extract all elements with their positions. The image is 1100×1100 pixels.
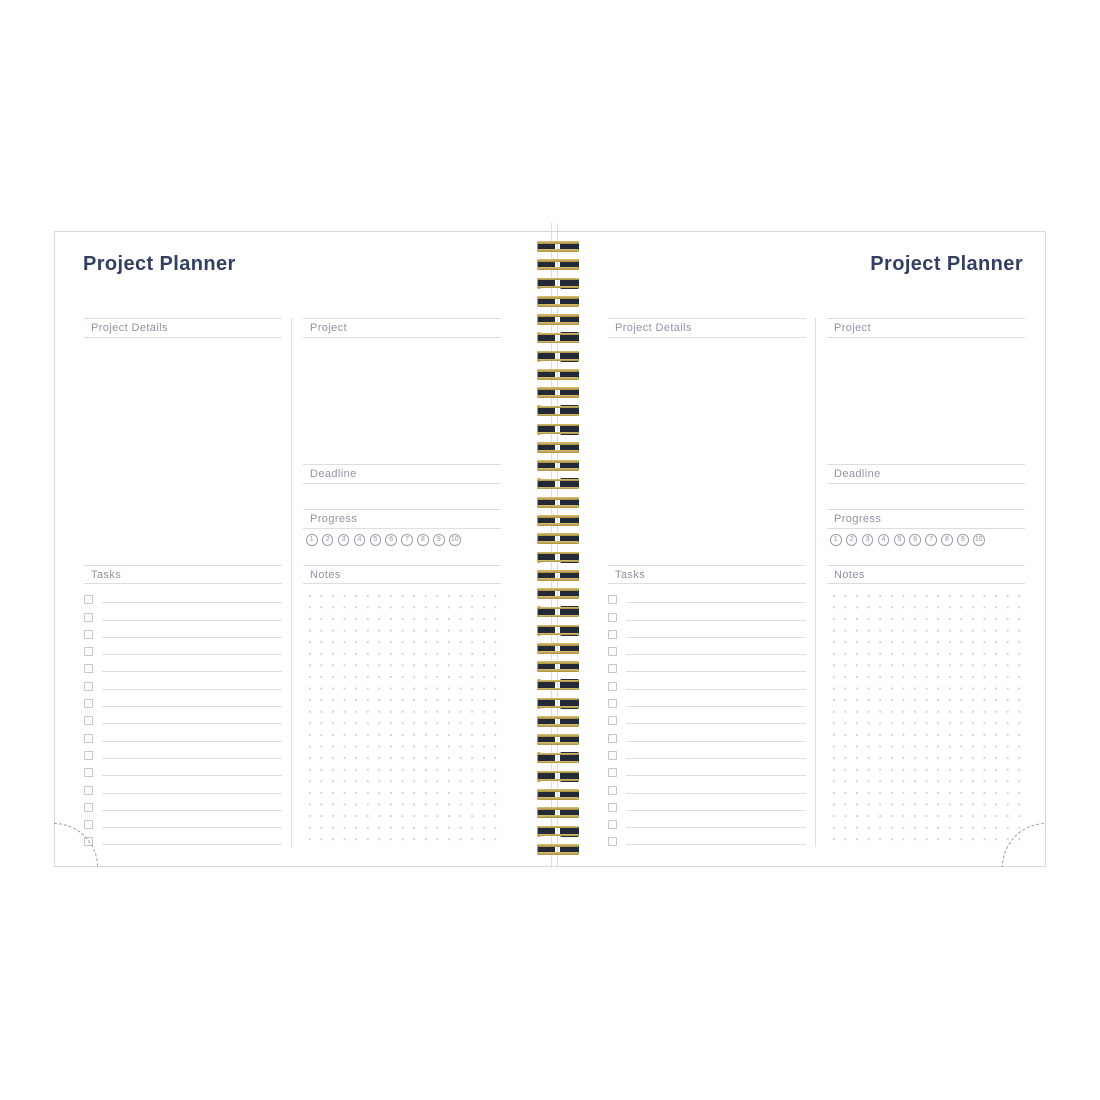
task-checkbox	[608, 768, 617, 777]
binding-wire-icon	[537, 359, 579, 362]
project-details-header	[608, 318, 806, 338]
binding-coil	[536, 770, 580, 783]
binding-wire-icon	[537, 387, 579, 390]
binding-wire-icon	[537, 552, 579, 555]
binding-wire-icon	[537, 286, 579, 289]
planner-spread	[54, 231, 1046, 867]
binding-coil	[536, 240, 580, 253]
binding-wire-icon	[537, 826, 579, 829]
binding-wire-icon	[537, 625, 579, 628]
task-write-line	[626, 827, 806, 828]
task-row	[608, 777, 806, 794]
task-write-line	[626, 671, 806, 672]
binding-coil	[536, 331, 580, 344]
progress-step-circle: 3	[338, 534, 350, 546]
corner-perforation-left	[54, 821, 100, 867]
binding-coil	[536, 423, 580, 436]
task-row	[608, 639, 806, 656]
binding-coil	[536, 678, 580, 691]
progress-header	[827, 509, 1025, 529]
binding-wire-icon	[537, 304, 579, 307]
section-label-project-details: Project Details	[615, 322, 692, 334]
binding-coil	[536, 587, 580, 600]
tasks-header	[608, 565, 806, 584]
task-row	[608, 691, 806, 708]
task-row	[608, 656, 806, 673]
progress-step-circle: 6	[909, 534, 921, 546]
binding-coil	[536, 532, 580, 545]
binding-wire-icon	[537, 734, 579, 737]
task-row	[608, 743, 806, 760]
progress-step-circle: 7	[401, 534, 413, 546]
binding-wire-icon	[537, 333, 579, 336]
binding-wire-icon	[537, 314, 579, 317]
task-row	[608, 673, 806, 690]
progress-step-circle: 7	[925, 534, 937, 546]
task-checkbox	[608, 699, 617, 708]
progress-step-circle: 2	[322, 534, 334, 546]
binding-wire-icon	[537, 450, 579, 453]
binding-wire-icon	[537, 377, 579, 380]
section-label-progress: Progress	[310, 513, 358, 525]
binding-wire-icon	[537, 541, 579, 544]
binding-wire-icon	[537, 322, 579, 325]
task-row	[608, 812, 806, 829]
progress-step-circle: 2	[846, 534, 858, 546]
binding-coil	[536, 660, 580, 673]
binding-wire-icon	[537, 834, 579, 837]
binding-wire-icon	[537, 797, 579, 800]
corner-perforation-right	[1000, 821, 1046, 867]
task-row	[608, 760, 806, 777]
task-row	[608, 795, 806, 812]
task-row	[608, 587, 806, 604]
binding-wire-icon	[537, 807, 579, 810]
section-label-notes: Notes	[310, 569, 341, 581]
page-title: Project Planner	[83, 253, 236, 275]
binding-wire-icon	[537, 414, 579, 417]
project-notes-column	[827, 232, 1025, 868]
progress-step-circle: 5	[370, 534, 382, 546]
section-label-tasks: Tasks	[91, 569, 122, 581]
binding-wire-icon	[537, 296, 579, 299]
binding-wire-icon	[537, 241, 579, 244]
binding-coil	[536, 843, 580, 856]
section-label-notes: Notes	[834, 569, 865, 581]
details-tasks-column	[608, 232, 806, 868]
binding-wire-icon	[537, 497, 579, 500]
binding-wire-icon	[537, 278, 579, 281]
task-row	[608, 622, 806, 639]
progress-step-circle: 3	[862, 534, 874, 546]
progress-step-circle: 8	[417, 534, 429, 546]
binding-wire-icon	[537, 588, 579, 591]
binding-coil	[536, 350, 580, 363]
progress-step-circle: 10	[973, 534, 985, 546]
task-write-line	[626, 810, 806, 811]
binding-coil	[536, 477, 580, 490]
binding-wire-icon	[537, 523, 579, 526]
binding-coil	[536, 788, 580, 801]
task-write-line	[626, 741, 806, 742]
task-checkbox	[608, 647, 617, 656]
binding-wire-icon	[537, 615, 579, 618]
binding-coil	[536, 751, 580, 764]
binding-coil	[536, 277, 580, 290]
notes-dot-grid	[828, 590, 1023, 843]
task-write-line	[626, 689, 806, 690]
binding-coil	[536, 642, 580, 655]
binding-coil	[536, 441, 580, 454]
section-label-progress: Progress	[834, 513, 882, 525]
binding-coil	[536, 295, 580, 308]
notes-header	[827, 565, 1025, 584]
progress-step-circle: 1	[830, 534, 842, 546]
binding-coil	[536, 605, 580, 618]
task-write-line	[626, 723, 806, 724]
task-write-line	[626, 637, 806, 638]
task-checkbox	[608, 682, 617, 691]
project-header	[827, 318, 1025, 338]
task-checkbox	[608, 837, 617, 846]
binding-wire-icon	[537, 844, 579, 847]
binding-coil	[536, 496, 580, 509]
binding-wire-icon	[537, 852, 579, 855]
binding-wire-icon	[537, 259, 579, 262]
section-label-project-details: Project Details	[91, 322, 168, 334]
binding-wire-icon	[537, 643, 579, 646]
binding-wire-icon	[537, 249, 579, 252]
section-label-tasks: Tasks	[615, 569, 646, 581]
binding-wire-icon	[537, 578, 579, 581]
binding-coil	[536, 551, 580, 564]
deadline-header	[827, 464, 1025, 484]
binding-wire-icon	[537, 742, 579, 745]
binding-wire-icon	[537, 560, 579, 563]
progress-step-circle: 4	[878, 534, 890, 546]
binding-wire-icon	[537, 395, 579, 398]
binding-wire-icon	[537, 789, 579, 792]
binding-wire-icon	[537, 724, 579, 727]
binding-wire-icon	[537, 479, 579, 482]
task-write-line	[626, 654, 806, 655]
binding-coil	[536, 733, 580, 746]
task-write-line	[626, 758, 806, 759]
binding-wire-icon	[537, 267, 579, 270]
binding-wire-icon	[537, 351, 579, 354]
binding-coil	[536, 258, 580, 271]
task-checkbox	[608, 664, 617, 673]
binding-wire-icon	[537, 669, 579, 672]
task-checkbox	[608, 803, 617, 812]
binding-wire-icon	[537, 596, 579, 599]
section-label-deadline: Deadline	[310, 468, 357, 480]
binding-wire-icon	[537, 661, 579, 664]
column-divider	[815, 318, 816, 847]
perforation-arc-icon	[54, 823, 98, 867]
binding-wire-icon	[537, 505, 579, 508]
task-write-line	[626, 620, 806, 621]
task-checkbox	[608, 595, 617, 604]
binding-wire-icon	[537, 406, 579, 409]
binding-wire-icon	[537, 680, 579, 683]
binding-coil	[536, 806, 580, 819]
progress-step-circle: 6	[385, 534, 397, 546]
task-write-line	[626, 793, 806, 794]
binding-wire-icon	[537, 533, 579, 536]
binding-wire-icon	[537, 341, 579, 344]
task-row	[608, 725, 806, 742]
progress-step-circle: 4	[354, 534, 366, 546]
section-label-project: Project	[834, 322, 872, 334]
binding-wire-icon	[537, 468, 579, 471]
binding-wire-icon	[537, 633, 579, 636]
spiral-binding	[536, 240, 580, 856]
binding-wire-icon	[537, 688, 579, 691]
binding-coil	[536, 313, 580, 326]
binding-coil	[536, 569, 580, 582]
binding-wire-icon	[537, 753, 579, 756]
task-row	[608, 708, 806, 725]
binding-wire-icon	[537, 716, 579, 719]
task-checkbox	[608, 786, 617, 795]
task-row	[608, 829, 806, 846]
binding-wire-icon	[537, 651, 579, 654]
progress-step-circle: 5	[894, 534, 906, 546]
task-checkbox	[608, 630, 617, 639]
binding-coil	[536, 715, 580, 728]
task-row	[608, 604, 806, 621]
binding-coil	[536, 697, 580, 710]
task-checkbox	[608, 613, 617, 622]
binding-wire-icon	[537, 460, 579, 463]
perforation-arc-icon	[1002, 823, 1046, 867]
page-title: Project Planner	[870, 253, 1023, 275]
binding-wire-icon	[537, 570, 579, 573]
progress-step-circle: 10	[449, 534, 461, 546]
section-label-project: Project	[310, 322, 348, 334]
binding-wire-icon	[537, 515, 579, 518]
task-write-line	[626, 706, 806, 707]
binding-wire-icon	[537, 815, 579, 818]
task-write-line	[626, 602, 806, 603]
binding-coil	[536, 386, 580, 399]
binding-wire-icon	[537, 369, 579, 372]
task-checkbox	[608, 751, 617, 760]
binding-coil	[536, 514, 580, 527]
binding-coil	[536, 368, 580, 381]
progress-step-circle: 9	[957, 534, 969, 546]
progress-step-row	[830, 534, 985, 546]
progress-step-circle: 8	[941, 534, 953, 546]
section-label-deadline: Deadline	[834, 468, 881, 480]
task-write-line	[626, 775, 806, 776]
binding-wire-icon	[537, 442, 579, 445]
task-list	[608, 587, 806, 846]
binding-coil	[536, 624, 580, 637]
task-checkbox	[608, 820, 617, 829]
progress-step-circle: 1	[306, 534, 318, 546]
task-checkbox	[608, 734, 617, 743]
binding-coil	[536, 459, 580, 472]
binding-wire-icon	[537, 607, 579, 610]
progress-step-circle: 9	[433, 534, 445, 546]
task-checkbox	[608, 716, 617, 725]
binding-wire-icon	[537, 487, 579, 490]
binding-coil	[536, 404, 580, 417]
task-write-line	[626, 844, 806, 845]
binding-coil	[536, 825, 580, 838]
binding-wire-icon	[537, 761, 579, 764]
